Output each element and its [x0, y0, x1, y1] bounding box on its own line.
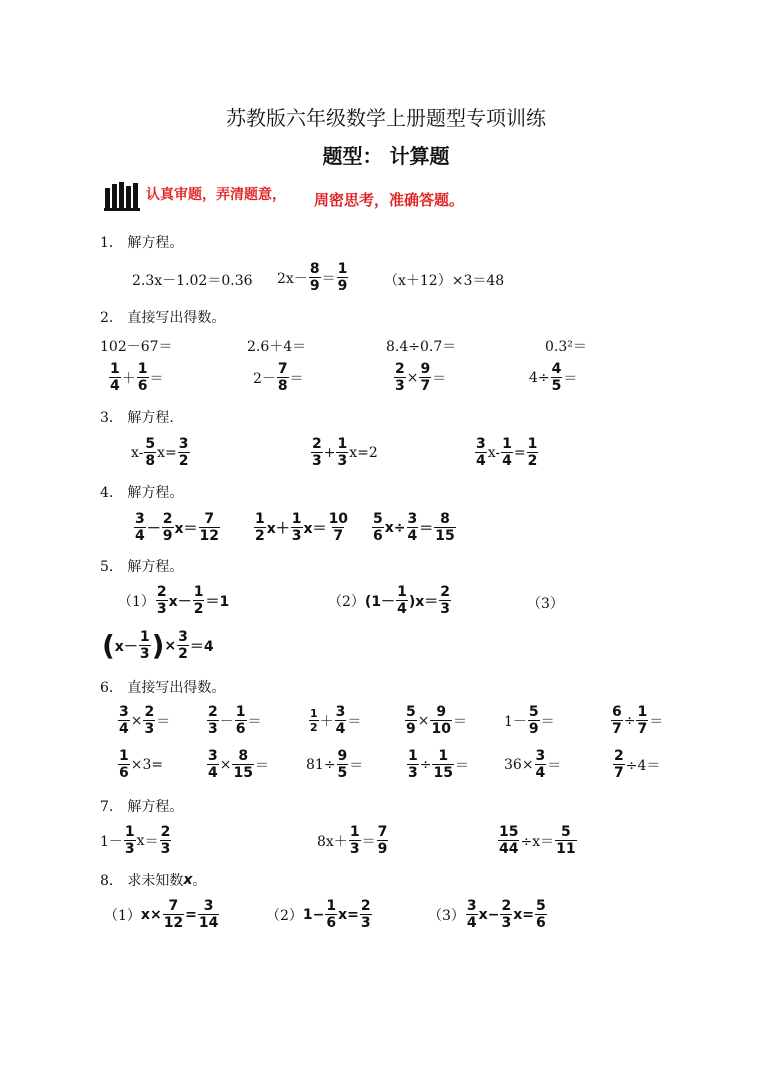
- q2-item-8: 4÷ $\frac{4}{5}$ ＝: [529, 361, 578, 394]
- q7-equation-1: 1－ 1 3 x ＝ 2 3: [100, 824, 171, 857]
- q6-item-3: 1 2 ＋ 3 4 ＝: [310, 704, 362, 737]
- q6-item-4: $\frac{5}{9}$ × $\frac{9}{10}$ ＝: [406, 704, 467, 737]
- q6-item-7: $\frac{1}{6}$ ×3=: [119, 748, 164, 781]
- q3-equation-3: 3 4 x- $\frac{1}{4}$ = $\frac{1}{2}$: [476, 436, 538, 469]
- page-title: 苏教版六年级数学上册题型专项训练: [226, 106, 546, 130]
- q5-equation-1: （1） 2 3 x－ 1 2 ＝1: [118, 584, 230, 617]
- q1-equation-2: 2x－ 8 9 ＝ 1 9: [277, 261, 348, 294]
- question-1-heading: 1． 解方程。: [100, 235, 184, 251]
- q1-equation-3: （x＋12）×3＝48: [384, 273, 505, 289]
- q6-item-6: $\frac{6}{7}$ ÷ $\frac{1}{7}$ ＝: [612, 704, 664, 737]
- q6-item-9: 81÷ $\frac{9}{5}$ ＝: [306, 748, 364, 781]
- q2-item-3: 8.4÷0.7＝: [386, 339, 457, 355]
- q2-item-6: 2－ 7 8 ＝: [253, 361, 304, 394]
- q6-item-1: $\frac{3}{4}$ × $\frac{2}{3}$ ＝: [119, 704, 171, 737]
- page-subtitle: 题型： 计算题: [322, 144, 450, 168]
- q6-item-10: $\frac{1}{3}$ ÷ $\frac{1}{15}$ ＝: [408, 748, 469, 781]
- q6-item-11: 36× $\frac{3}{4}$ ＝: [504, 748, 562, 781]
- q8-equation-1: （1） x× $\frac{7}{12}$ = $\frac{3}{14}$: [104, 898, 219, 931]
- question-2-heading: 2． 直接写出得数。: [100, 310, 226, 326]
- q5-label-3: （3）: [527, 596, 564, 612]
- q5-equation-3: ( x－ 1 3 ) × $\frac{3}{2}$ ＝4: [102, 628, 214, 662]
- q6-item-2: 2 3 － 1 6 ＝: [208, 704, 262, 737]
- books-icon: [104, 180, 140, 216]
- question-5-heading: 5． 解方程。: [100, 559, 184, 575]
- q4-equation-2: 1 2 x＋ 1 3 x＝ 10 7: [255, 511, 349, 544]
- q2-item-7: $\frac{2}{3}$ × $\frac{9}{7}$ ＝: [395, 361, 447, 394]
- question-8-heading: 8． 求未知数 x 。: [100, 872, 207, 889]
- q8-equation-2: （2） 1− $\frac{1}{6}$ x= $\frac{2}{3}$: [266, 898, 371, 931]
- q4-equation-1: 3 4 － 2 9 x＝ 7 12: [135, 511, 220, 544]
- q6-item-5: 1－ 5 9 ＝: [504, 704, 555, 737]
- q2-item-2: 2.6＋4＝: [247, 339, 307, 355]
- question-3-heading: 3． 解方程.: [100, 410, 174, 426]
- q7-equation-2: 8x＋ 1 3 ＝ 7 9: [317, 824, 388, 857]
- q7-equation-3: $\frac{15}{44}$ ÷x＝ 5 11: [499, 824, 576, 857]
- q3-equation-1: x- 5 8 x= $\frac{3}{2}$: [131, 436, 189, 469]
- q5-equation-2: （2） (1－ 1 4 )x＝ 2 3: [328, 584, 450, 617]
- banner-left: 认真审题，弄清题意，: [146, 187, 286, 203]
- q2-item-5: 1 4 ＋ 1 6 ＝: [110, 361, 164, 394]
- banner-right: 周密思考，准确答题。: [314, 191, 465, 209]
- question-4-heading: 4． 解方程。: [100, 485, 184, 501]
- q4-equation-3: 5 6 x÷ $\frac{3}{4}$ ＝ 8 15: [373, 511, 455, 544]
- q2-item-1: 102－67＝: [100, 339, 173, 355]
- q8-equation-3: （3） 3 4 x− $\frac{2}{3}$ x= $\frac{5}{6}$: [428, 898, 546, 931]
- question-7-heading: 7． 解方程。: [100, 799, 184, 815]
- q6-item-8: $\frac{3}{4}$ × $\frac{8}{15}$ ＝: [208, 748, 269, 781]
- q1-equation-1: 2.3x－1.02＝0.36: [132, 273, 253, 289]
- q2-item-4: 0.3²＝: [545, 339, 587, 355]
- q3-equation-2: 2 3 + $\frac{1}{3}$ x=2: [312, 436, 378, 469]
- question-6-heading: 6． 直接写出得数。: [100, 680, 226, 696]
- q6-item-12: $\frac{2}{7}$ ÷4＝: [614, 748, 661, 781]
